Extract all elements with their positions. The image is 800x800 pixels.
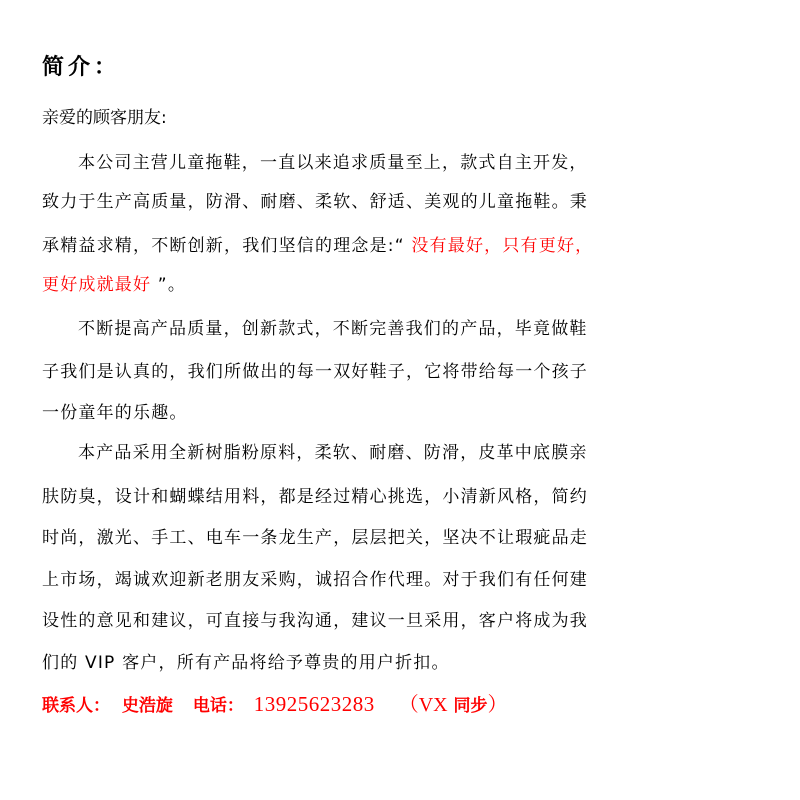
- motto-highlight-part1: 没有最好，只有更好，: [411, 236, 594, 256]
- paragraph1-line3: [42, 231, 593, 256]
- wechat-note-close: ）: [487, 694, 508, 716]
- contact-label: 联系人：: [42, 696, 110, 716]
- paragraph2-line1: 不断提高产品质量，创新款式，不断完善我们的产品，毕竟做鞋: [78, 319, 588, 339]
- contact-info: [42, 688, 508, 717]
- paragraph1-line4: [42, 270, 186, 295]
- paragraph3-line3: 时尚，激光、手工、电车一条龙生产，层层把关，坚决不让瑕疵品走: [42, 528, 588, 548]
- wechat-note-text: 同步: [447, 696, 488, 716]
- paragraph3-line1: 本产品采用全新树脂粉原料，柔软、耐磨、防滑，皮革中底膜亲: [78, 443, 588, 463]
- paragraph1-line4-text: ”。: [151, 275, 187, 295]
- paragraph1-line3-text: 承精益求精，不断创新，我们坚信的理念是:“: [42, 236, 412, 256]
- phone-number: 13925623283: [253, 692, 375, 716]
- greeting-text: 亲爱的顾客朋友:: [42, 108, 167, 128]
- wechat-note-open: （: [398, 694, 419, 716]
- paragraph3-line6: 们的 VIP 客户，所有产品将给予尊贵的用户折扣。: [42, 653, 450, 673]
- paragraph3-line4: 上市场，竭诚欢迎新老朋友采购，诚招合作代理。对于我们有任何建: [42, 570, 588, 590]
- wechat-note-vx: VX: [418, 694, 448, 716]
- contact-name: 史浩旋: [121, 696, 173, 716]
- paragraph1-line2: 致力于生产高质量，防滑、耐磨、柔软、舒适、美观的儿童拖鞋。秉: [42, 192, 588, 212]
- paragraph1-line1: 本公司主营儿童拖鞋，一直以来追求质量至上，款式自主开发，: [78, 153, 588, 173]
- page-title: 简介：: [42, 55, 121, 80]
- phone-label: 电话：: [192, 696, 244, 716]
- paragraph2-line2: 子我们是认真的，我们所做出的每一双好鞋子，它将带给每一个孩子: [42, 362, 588, 382]
- paragraph3-line2: 肤防臭，设计和蝴蝶结用料，都是经过精心挑选，小清新风格，简约: [42, 487, 588, 507]
- paragraph2-line3: 一份童年的乐趣。: [42, 403, 188, 423]
- paragraph3-line5: 设性的意见和建议，可直接与我沟通，建议一旦采用，客户将成为我: [42, 611, 588, 631]
- motto-highlight-part2: 更好成就最好: [42, 275, 152, 295]
